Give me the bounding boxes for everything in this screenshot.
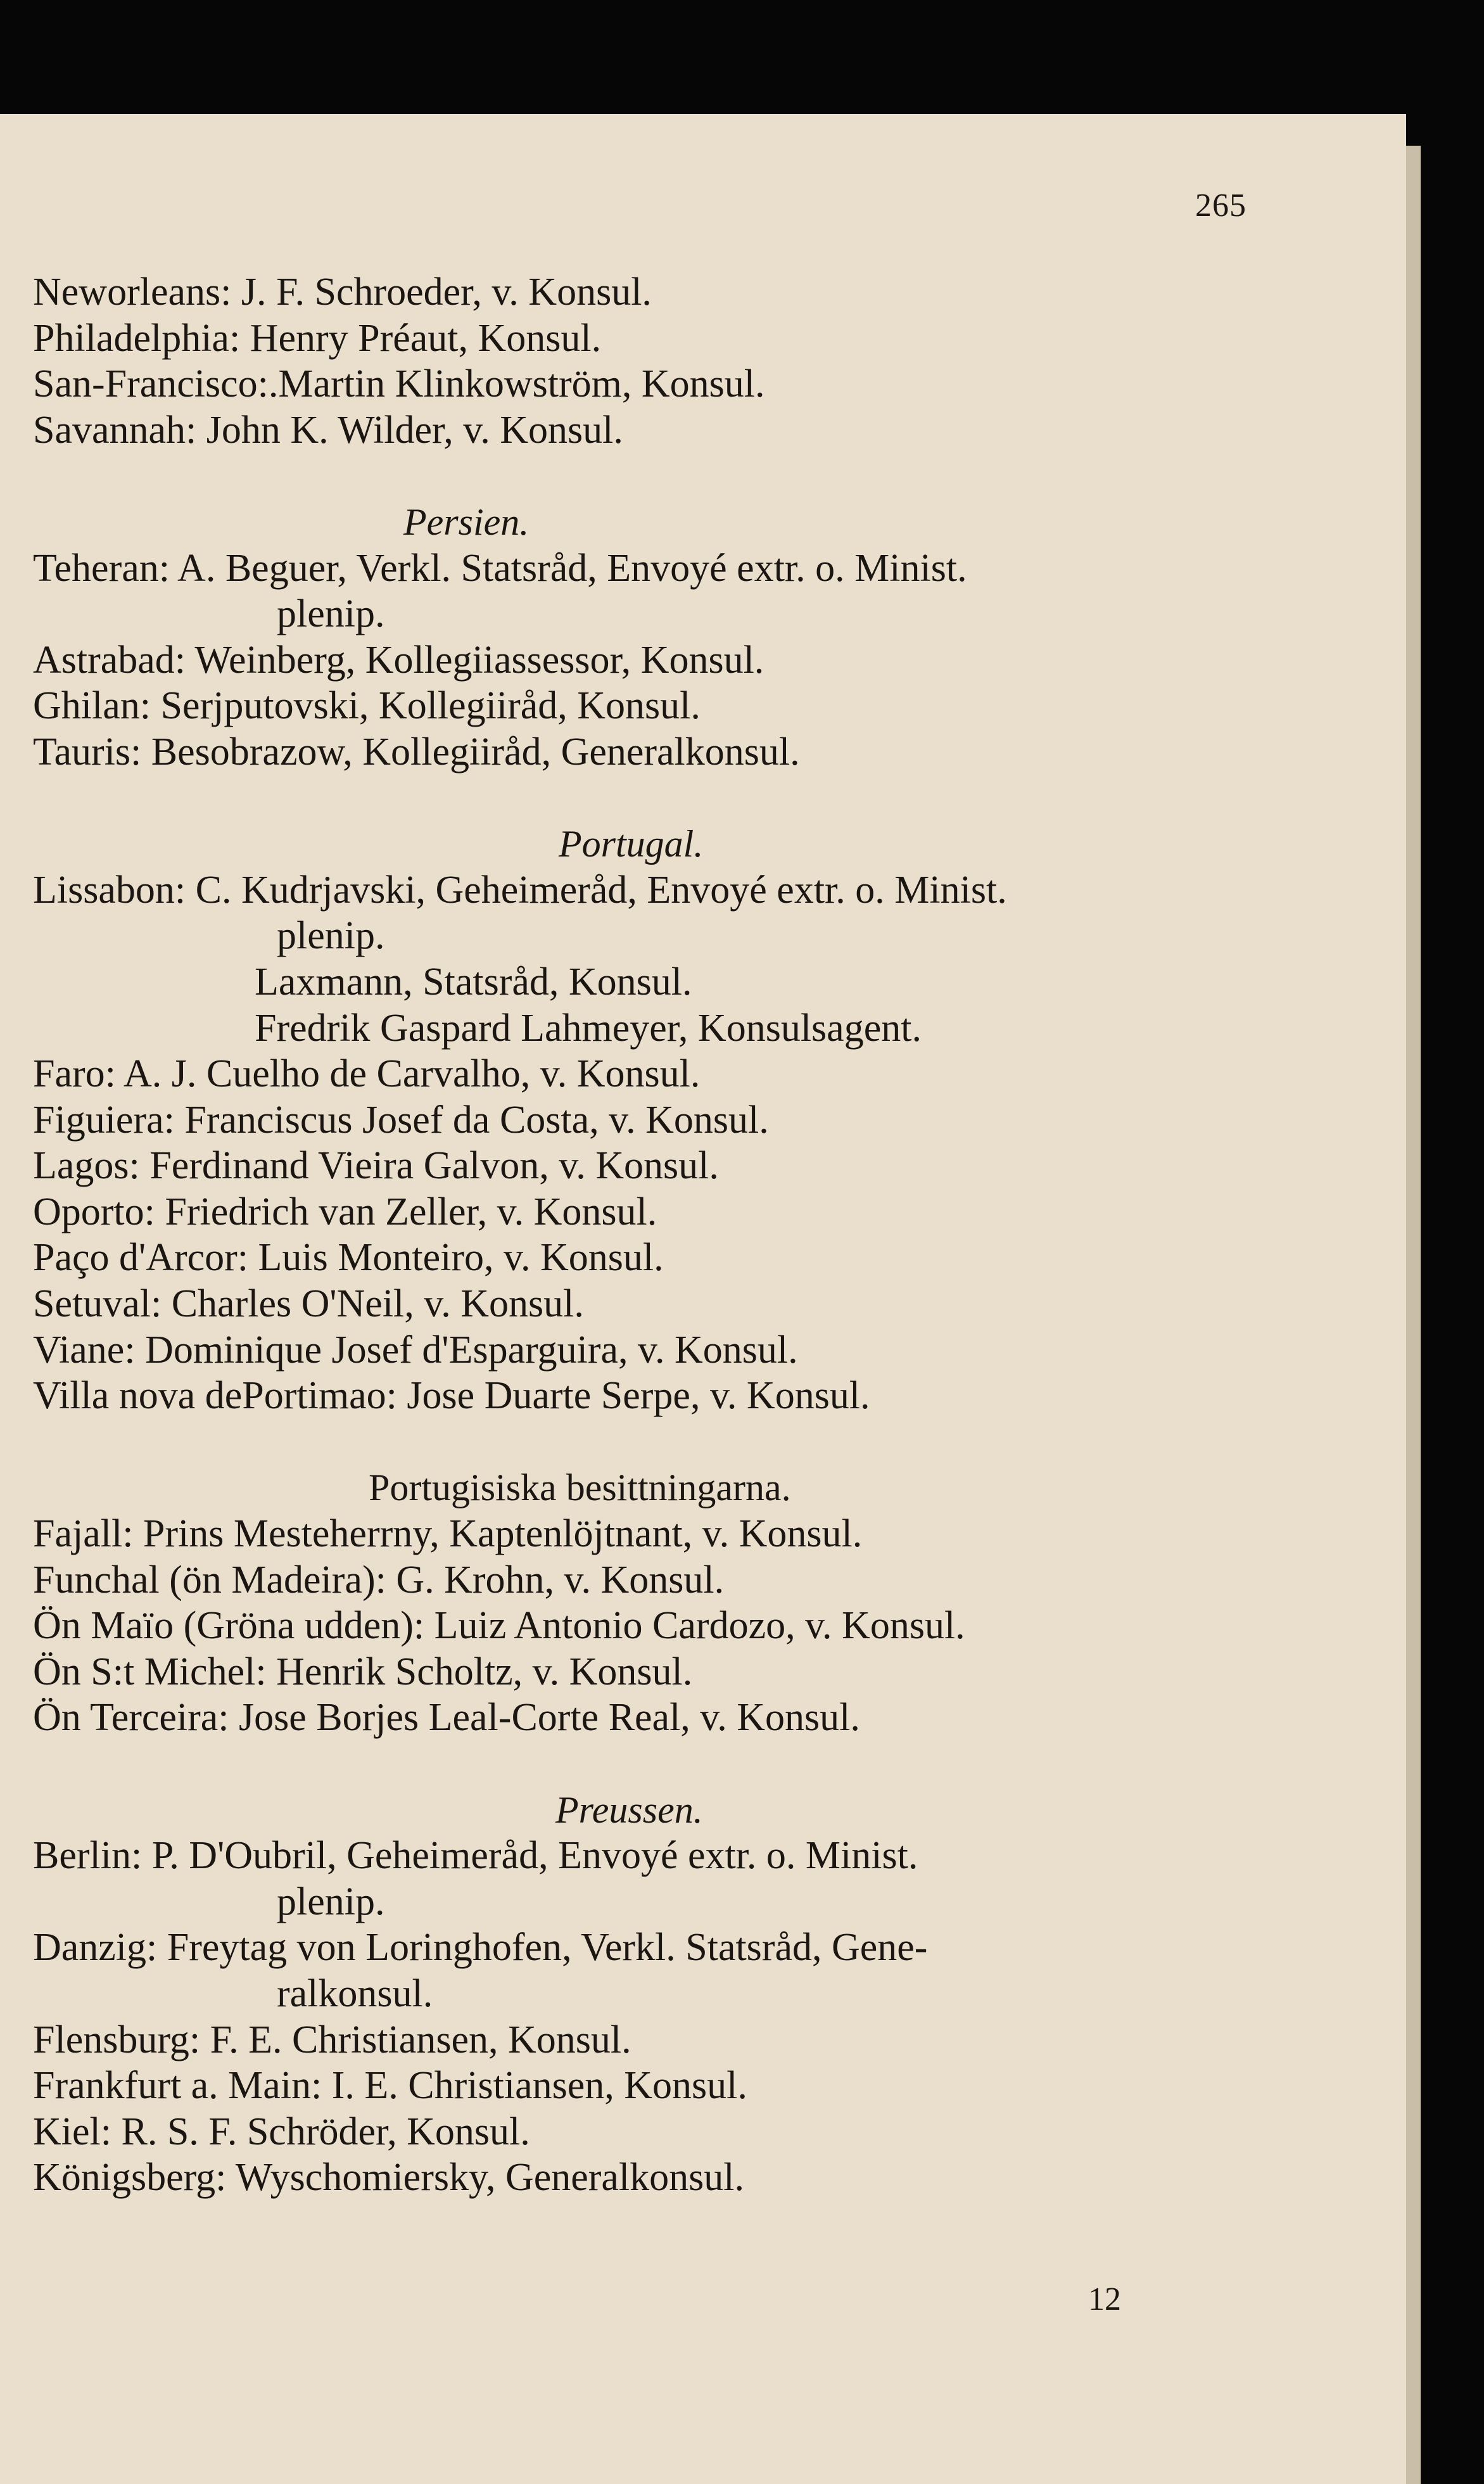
entry-line: Lagos: Ferdinand Vieira Galvon, v. Konsul.: [33, 1144, 719, 1188]
entry-line: Berlin: P. D'Oubril, Geheimeråd, Envoyé extr. o. Minist.: [33, 1834, 918, 1878]
entry-line: San-Francisco:.Martin Klinkowström, Konsul.: [33, 362, 765, 406]
entry-line: Königsberg: Wyschomiersky, Generalkonsul.: [33, 2156, 744, 2200]
entry-line: Tauris: Besobrazow, Kollegiiråd, Generalkonsul.: [33, 730, 800, 774]
section-heading-portugal: Portugal.: [559, 823, 704, 865]
entry-line: Ön Terceira: Jose Borjes Leal-Corte Real, v. Konsul.: [33, 1696, 860, 1740]
entry-line: Flensburg: F. E. Christiansen, Konsul.: [33, 2018, 631, 2061]
entry-line: Paço d'Arcor: Luis Monteiro, v. Konsul.: [33, 1236, 664, 1280]
entry-continuation: ralkonsul.: [277, 1971, 433, 2015]
entry-line: Ghilan: Serjputovski, Kollegiiråd, Konsul.: [33, 684, 701, 728]
entry-continuation: plenip.: [277, 592, 385, 636]
entry-line: Teheran: A. Beguer, Verkl. Statsråd, Envoyé extr. o. Minist.: [33, 546, 967, 590]
entry-line: Neworleans: J. F. Schroeder, v. Konsul.: [33, 271, 652, 314]
entry-line: Frankfurt a. Main: I. E. Christiansen, Konsul.: [33, 2064, 747, 2108]
entry-line: Fajall: Prins Mesteherrny, Kaptenlöjtnant, v. Konsul.: [33, 1512, 863, 1556]
section-heading-persien: Persien.: [403, 500, 530, 543]
entry-line: Setuval: Charles O'Neil, v. Konsul.: [33, 1282, 584, 1326]
signature-number: 12: [1088, 2281, 1121, 2317]
section-gap: [33, 775, 1376, 822]
document-body: [33, 269, 1376, 2201]
entry-line: Danzig: Freytag von Loringhofen, Verkl. Statsråd, Gene-: [33, 1926, 928, 1970]
entry-line: Oporto: Friedrich van Zeller, v. Konsul.: [33, 1190, 657, 1233]
entry-line: Viane: Dominique Josef d'Esparguira, v. Konsul.: [33, 1328, 798, 1372]
entry-line: Figuiera: Franciscus Josef da Costa, v. Konsul.: [33, 1098, 769, 1142]
entry-line: Philadelphia: Henry Préaut, Konsul.: [33, 316, 602, 360]
section-gap: [33, 1741, 1376, 1787]
section-heading-portugisiska: Portugisiska besittningarna.: [369, 1467, 791, 1509]
entry-line: Savannah: John K. Wilder, v. Konsul.: [33, 408, 623, 452]
page-number: 265: [1195, 188, 1246, 224]
section-gap: [33, 1419, 1376, 1465]
entry-line: Laxmann, Statsråd, Konsul.: [255, 960, 692, 1003]
entry-line: Villa nova dePortimao: Jose Duarte Serpe, v. Konsul.: [33, 1374, 870, 1418]
entry-continuation: plenip.: [277, 914, 385, 958]
entry-line: Fredrik Gaspard Lahmeyer, Konsulsagent.: [255, 1006, 922, 1050]
entry-line: Lissabon: C. Kudrjavski, Geheimeråd, Envoyé extr. o. Minist.: [33, 868, 1007, 912]
entry-line: Ön S:t Michel: Henrik Scholtz, v. Konsul.: [33, 1650, 693, 1693]
section-heading-preussen: Preussen.: [555, 1788, 703, 1831]
entry-line: Faro: A. J. Cuelho de Carvalho, v. Konsul.: [33, 1052, 701, 1096]
entry-line: Astrabad: Weinberg, Kollegiiassessor, Konsul.: [33, 638, 764, 682]
entry-line: Ön Maïo (Gröna udden): Luiz Antonio Cardozo, v. Konsul.: [33, 1604, 965, 1648]
entry-continuation: plenip.: [277, 1880, 385, 1923]
section-gap: [33, 453, 1376, 499]
entry-line: Funchal (ön Madeira): G. Krohn, v. Konsul.: [33, 1558, 725, 1602]
entry-line: Kiel: R. S. F. Schröder, Konsul.: [33, 2110, 530, 2153]
